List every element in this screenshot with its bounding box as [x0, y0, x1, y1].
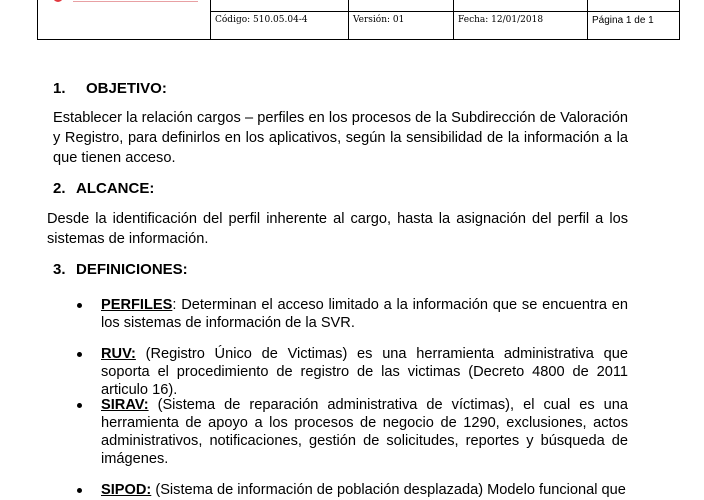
- header-info-row: [211, 12, 679, 39]
- header-code: Código: 510.05.04-4: [211, 12, 349, 39]
- header-page: Página 1 de 1: [592, 15, 654, 26]
- header-version: Versión: 01: [349, 12, 454, 39]
- section-title: DEFINICIONES:: [76, 261, 188, 278]
- section-heading-alcance: [53, 180, 154, 198]
- definition-description: (Sistema de información de población desplazada) Modelo funcional que: [151, 482, 626, 498]
- bullet-icon: [77, 488, 82, 493]
- definition-separator: :: [172, 297, 177, 313]
- document-header: [37, 0, 680, 40]
- definition-text: [101, 396, 628, 468]
- logo-area: [38, 0, 211, 39]
- section-number: 2.: [53, 180, 66, 197]
- definition-term: PERFILES: [101, 297, 173, 313]
- definition-description: (Registro Único de Victimas) es una herramienta administrativa que soporta el procedimiento de registro de las victimas (Decreto 4800 de 2011 articulo 16).: [101, 346, 628, 398]
- bullet-icon: [77, 403, 82, 408]
- section-title: ALCANCE:: [76, 180, 155, 197]
- objetivo-text: Establecer la relación cargos – perfiles en los procesos de la Subdirección de Valoración y Registro, para definirlos en los aplicativos, según la sensibilidad de la información a la que tienen acceso.: [53, 110, 628, 166]
- alcance-text: Desde la identificación del perfil inherente al cargo, hasta la asignación del perfil a los sistemas de información.: [47, 211, 628, 247]
- logo-icon: [53, 0, 63, 2]
- definition-description: (Sistema de reparación administrativa de víctimas), el cual es una herramienta de apoyo a los procesos de negocio de 1290, exclusiones, actos administrativos, notificaciones, gestión de solicitudes, reportes y búsqueda de imágenes.: [101, 397, 628, 467]
- header-date: Fecha: 12/01/2018: [454, 12, 588, 39]
- logo-divider: [73, 1, 198, 2]
- section-heading-objetivo: [53, 80, 167, 98]
- definition-term: SIRAV:: [101, 397, 149, 413]
- definition-text: [101, 296, 628, 332]
- definition-term: SIPOD:: [101, 482, 152, 498]
- definition-description: Determinan el acceso limitado a la información que se encuentra en los sistemas de información de la SVR.: [101, 297, 628, 331]
- section-number: 1.: [53, 80, 66, 97]
- section-number: 3.: [53, 261, 66, 278]
- section-heading-definiciones: [53, 261, 188, 279]
- definition-text: [101, 481, 628, 499]
- bullet-icon: [77, 303, 82, 308]
- definition-term: RUV:: [101, 346, 136, 362]
- bullet-icon: [77, 352, 82, 357]
- definition-text: [101, 345, 628, 399]
- section-title: OBJETIVO:: [86, 80, 167, 97]
- header-top-row: [211, 0, 679, 12]
